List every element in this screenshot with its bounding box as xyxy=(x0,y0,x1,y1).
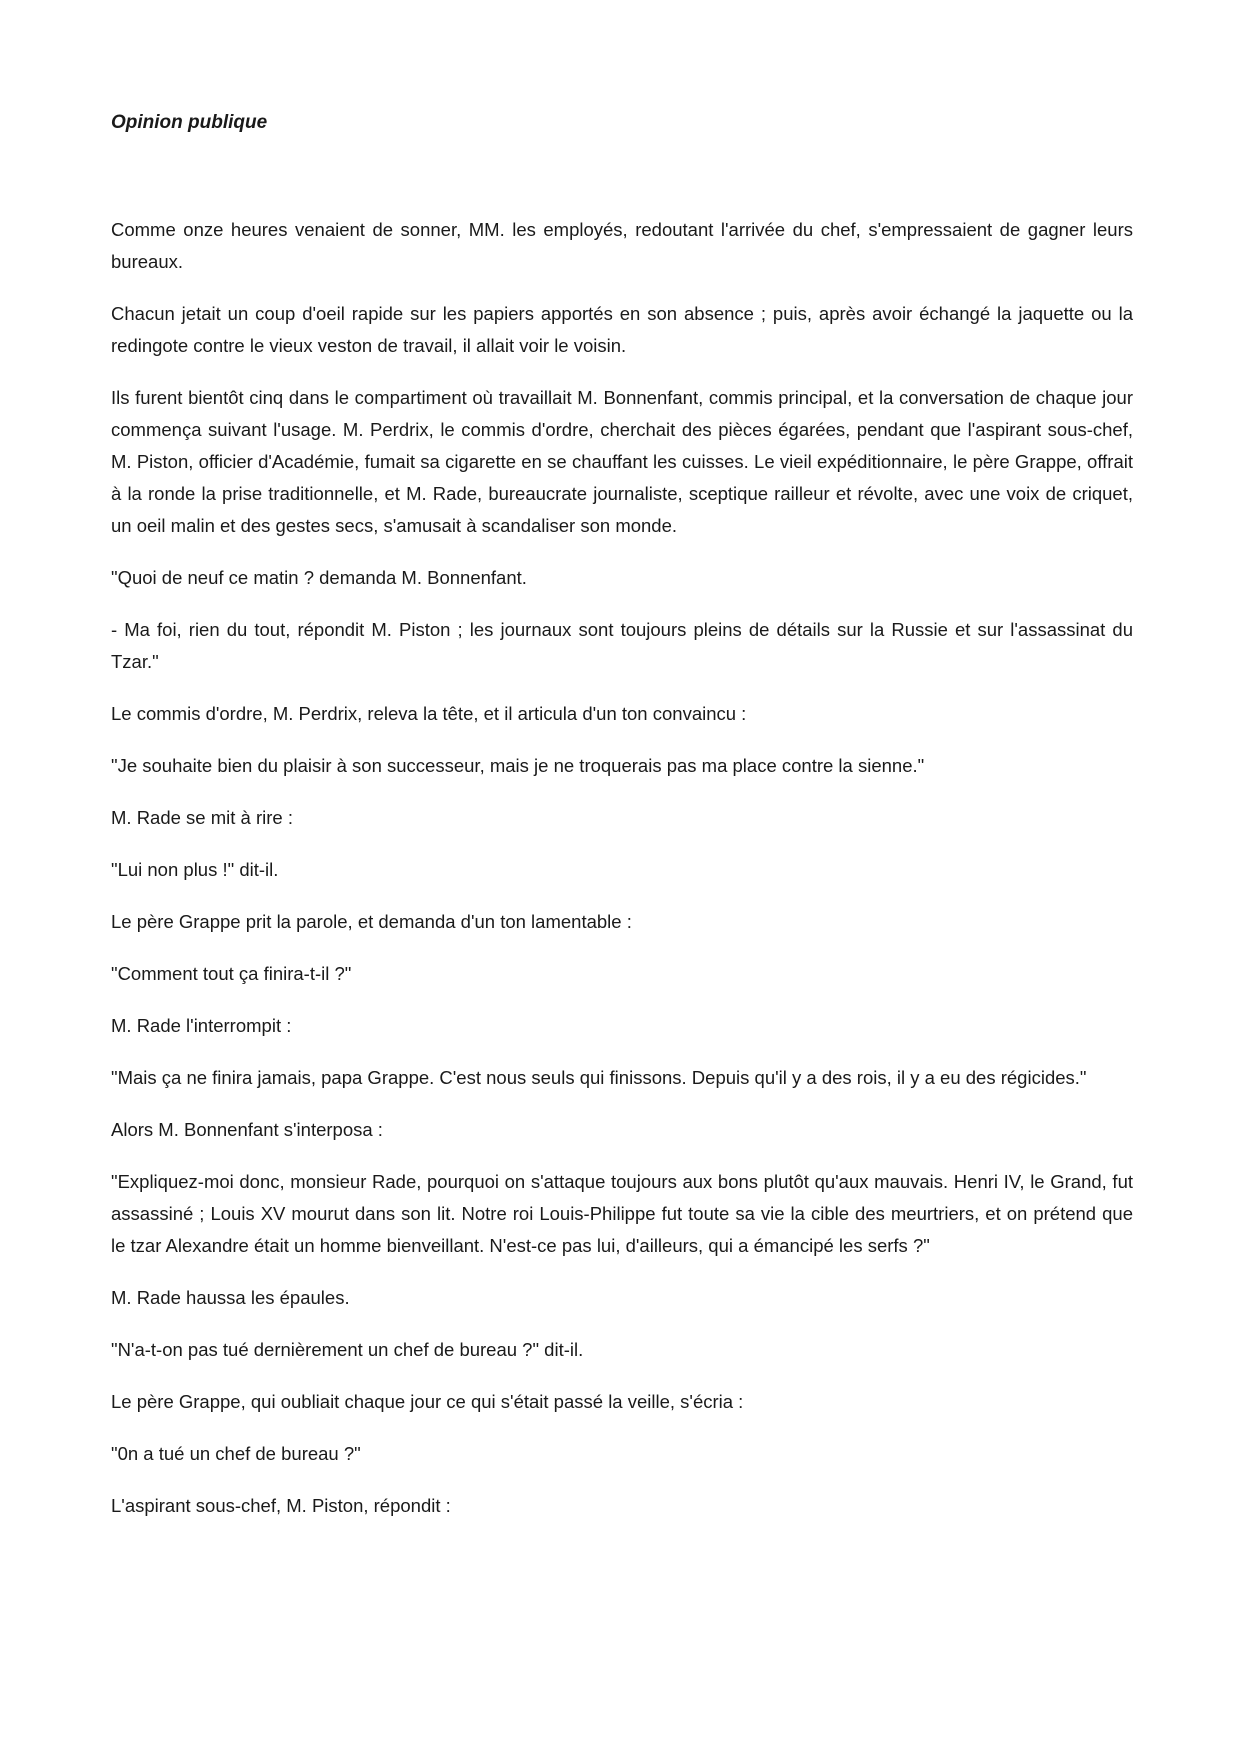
paragraph: Comme onze heures venaient de sonner, MM. les employés, redoutant l'arrivée du chef, s'empressaient de gagner leurs bureaux. xyxy=(111,219,1133,272)
paragraph: - Ma foi, rien du tout, répondit M. Piston ; les journaux sont toujours pleins de détails sur la Russie et sur l'assassinat du Tzar." xyxy=(111,619,1133,672)
paragraph: Ils furent bientôt cinq dans le compartiment où travaillait M. Bonnenfant, commis principal, et la conversation de chaque jour commença suivant l'usage. M. Perdrix, le commis d'ordre, cherchait des pièces égarées, pendant que l'aspirant sous-chef, M. Piston, officier d'Académie, fumait sa cigarette en se chauffant les cuisses. Le vieil expéditionnaire, le père Grappe, offrait à la ronde la prise traditionnelle, et M. Rade, bureaucrate journaliste, sceptique railleur et révolte, avec une voix de criquet, un oeil malin et des gestes secs, s'amusait à scandaliser son monde. xyxy=(111,387,1133,536)
paragraph: "0n a tué un chef de bureau ?" xyxy=(111,1443,361,1464)
paragraph: "Comment tout ça finira-t-il ?" xyxy=(111,963,352,984)
paragraph: "Lui non plus !" dit-il. xyxy=(111,859,279,880)
paragraph: M. Rade haussa les épaules. xyxy=(111,1287,350,1308)
paragraph: Alors M. Bonnenfant s'interposa : xyxy=(111,1119,383,1140)
paragraph: "Expliquez-moi donc, monsieur Rade, pourquoi on s'attaque toujours aux bons plutôt qu'aux mauvais. Henri IV, le Grand, fut assassiné ; Louis XV mourut dans son lit. Notre roi Louis-Philippe fut toute sa vie la cible des meurtriers, et on prétend que le tzar Alexandre était un homme bienveillant. N'est-ce pas lui, d'ailleurs, qui a émancipé les serfs ?" xyxy=(111,1171,1133,1256)
paragraph: M. Rade se mit à rire : xyxy=(111,807,293,828)
paragraph: "Je souhaite bien du plaisir à son successeur, mais je ne troquerais pas ma place contre la sienne." xyxy=(111,755,925,776)
paragraph: Le père Grappe prit la parole, et demanda d'un ton lamentable : xyxy=(111,911,632,932)
paragraph: Le père Grappe, qui oubliait chaque jour ce qui s'était passé la veille, s'écria : xyxy=(111,1391,744,1412)
paragraph: Chacun jetait un coup d'oeil rapide sur les papiers apportés en son absence ; puis, après avoir échangé la jaquette ou la redingote contre le vieux veston de travail, il allait voir le voisin. xyxy=(111,303,1133,356)
paragraph: L'aspirant sous-chef, M. Piston, répondit : xyxy=(111,1495,451,1516)
paragraph: "N'a-t-on pas tué dernièrement un chef de bureau ?" dit-il. xyxy=(111,1339,584,1360)
paragraph: "Mais ça ne finira jamais, papa Grappe. C'est nous seuls qui finissons. Depuis qu'il y a des rois, il y a eu des régicides." xyxy=(111,1067,1087,1088)
paragraph: M. Rade l'interrompit : xyxy=(111,1015,292,1036)
paragraph: Le commis d'ordre, M. Perdrix, releva la tête, et il articula d'un ton convaincu : xyxy=(111,703,747,724)
document-title: Opinion publique xyxy=(111,112,268,133)
document-body xyxy=(111,214,1133,1542)
paragraph: "Quoi de neuf ce matin ? demanda M. Bonnenfant. xyxy=(111,567,527,588)
